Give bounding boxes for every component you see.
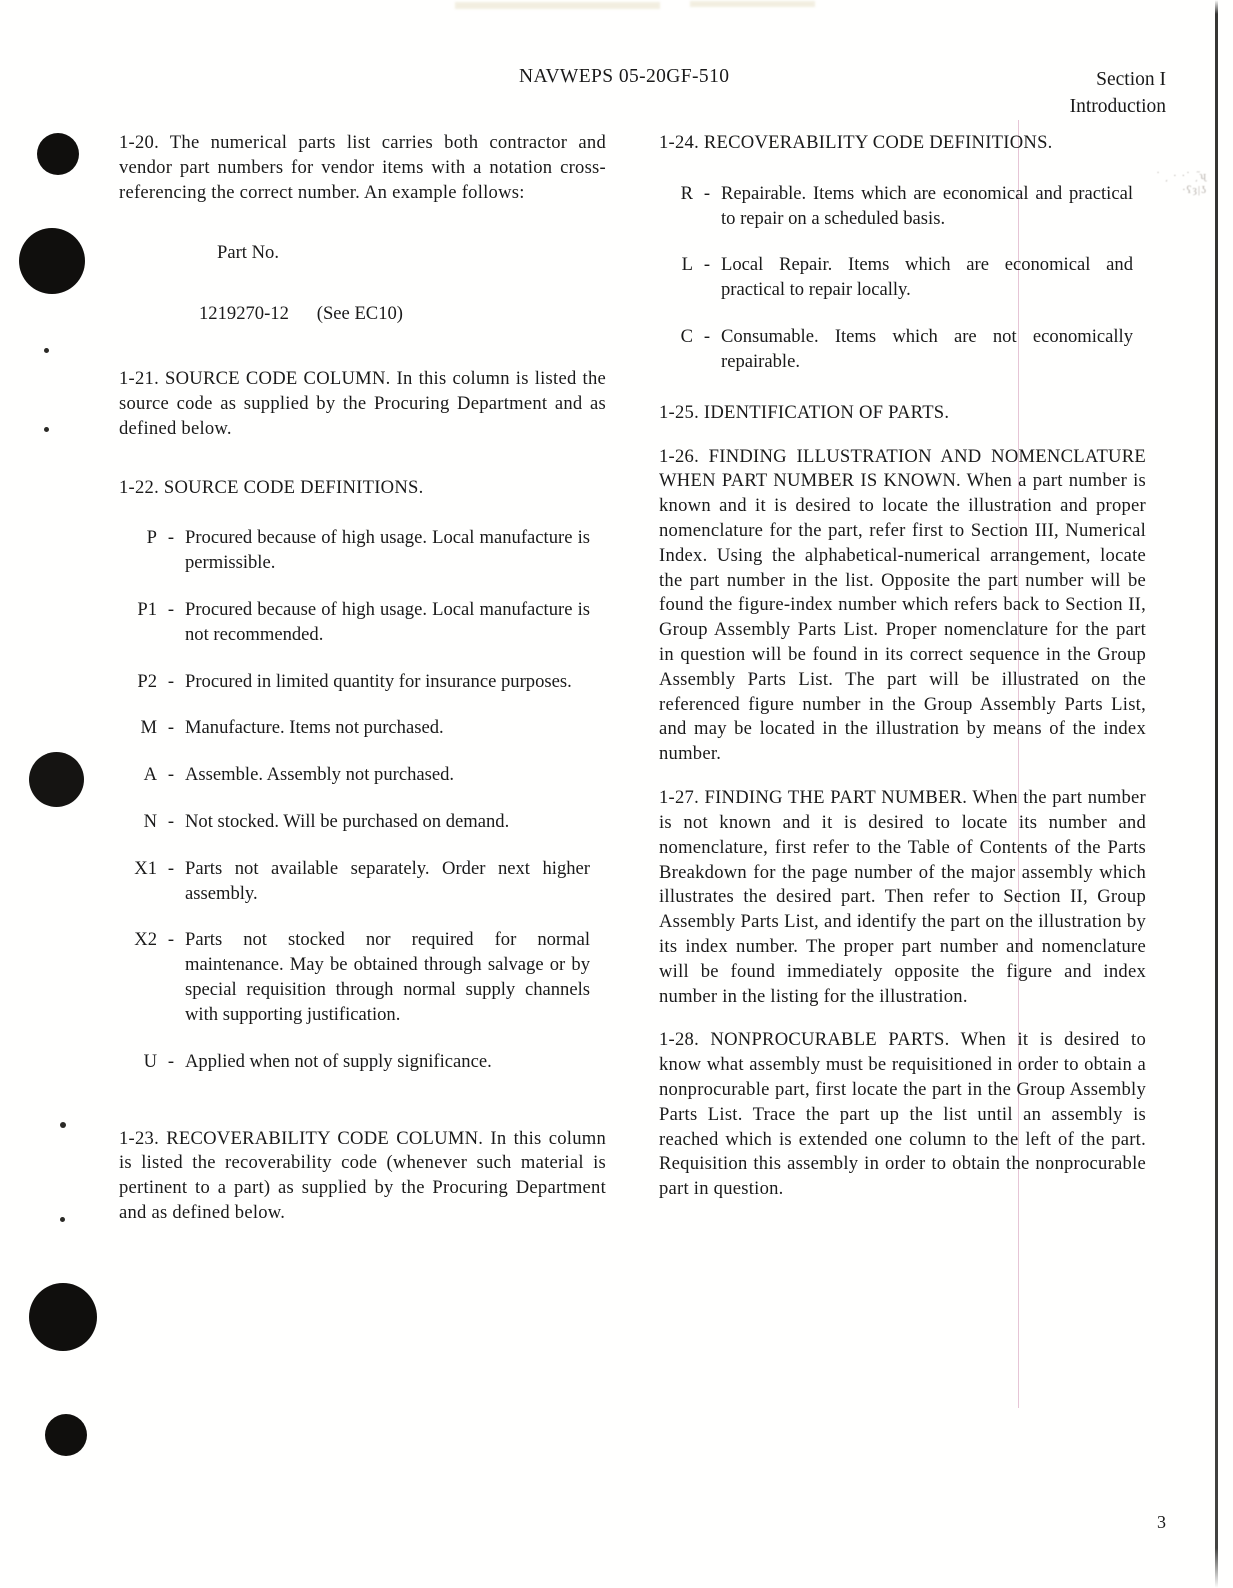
source-code-dash: - [167, 811, 175, 832]
section-subtitle: Introduction [1069, 96, 1166, 118]
left-text-column [119, 131, 606, 1245]
source-code-letter: M [140, 717, 157, 739]
source-code-letter: P [146, 527, 157, 549]
source-code-letter: A [143, 764, 157, 786]
margin-smudge-artifact [1137, 170, 1207, 198]
source-code-row [119, 763, 606, 788]
source-code-definition-list [119, 526, 606, 1074]
source-code-row [119, 1050, 606, 1075]
recoverability-code-row [659, 325, 1146, 375]
recoverability-code-row [659, 253, 1146, 303]
margin-speck-3 [60, 1122, 66, 1128]
source-code-dash: - [167, 717, 175, 739]
recoverability-code-row [659, 182, 1146, 232]
recoverability-code-letter: L [681, 254, 693, 276]
source-code-definition: Parts not stocked nor required for normal maintenance. May be obtained through salvage or by special requisition through normal supply channels with supporting justification. [185, 929, 590, 1025]
source-code-definition: Procured because of high usage. Local manufacture is not recommended. [185, 598, 590, 645]
paragraph-1-20: 1-20. The numerical parts list carries both contractor and vendor part numbers for vendor items with a notation cross-referencing the correct number. An example follows: [119, 132, 606, 203]
paragraph-1-26: 1-26. FINDING ILLUSTRATION AND NOMENCLATURE WHEN PART NUMBER IS KNOWN. When a part number is known and it is desired to locate the illustration and proper nomenclature for the part, refer first to Section III, Numerical Index. Using the alphabetical-numerical arrangement, locate the part number in the list. Opposite the part number will be found the figure-index number which refers back to Section II, Group Assembly Parts List. Proper nomenclature for the part in question will be found in its correct sequence in the Group Assembly Parts List. The part will be illustrated on the referenced figure number in the Group Assembly Parts List, and may be located in the illustration by means of the index number. [659, 445, 1146, 765]
recoverability-code-definition: Repairable. Items which are economical and practical to repair on a scheduled basis. [721, 182, 1133, 229]
source-code-dash: - [167, 1050, 175, 1072]
spacer [659, 375, 1146, 401]
recoverability-code-definition: Consumable. Items which are not economically repairable. [721, 326, 1133, 372]
source-code-dash: - [167, 929, 175, 951]
source-code-dash: - [167, 598, 175, 620]
scan-streak-top-right [690, 1, 815, 7]
scan-streak-top-left [455, 2, 660, 9]
source-code-letter: X1 [134, 857, 157, 879]
recoverability-code-letter: C [680, 326, 693, 348]
section-title: Section I [1096, 69, 1166, 90]
source-code-definition: Procured because of high usage. Local manufacture is permissible. [185, 527, 590, 574]
source-code-definition: Parts not available separately. Order next higher assembly. [185, 857, 590, 904]
paragraph-1-22: 1-22. SOURCE CODE DEFINITIONS. [119, 476, 424, 498]
page-number: 3 [1157, 1512, 1166, 1532]
source-code-row [119, 526, 606, 576]
binding-hole-mark-2 [19, 228, 85, 294]
source-code-definition: Procured in limited quantity for insurance purposes. [185, 670, 572, 692]
binding-hole-mark-4 [29, 1283, 97, 1351]
recoverability-code-dash: - [703, 326, 711, 348]
margin-speck-2 [44, 427, 49, 432]
paragraph-1-25: 1-25. IDENTIFICATION OF PARTS. [659, 401, 950, 423]
margin-speck-4 [60, 1217, 65, 1222]
source-code-definition: Manufacture. Items not purchased. [185, 717, 444, 739]
recoverability-code-definition-list [659, 182, 1146, 375]
paragraph-1-23: 1-23. RECOVERABILITY CODE COLUMN. In this column is listed the recoverability code (whenever such material is pertinent to a part) as supplied by the Procuring Department and as defined below. [119, 1127, 606, 1223]
source-code-dash: - [167, 857, 175, 879]
source-code-row [119, 857, 606, 907]
recoverability-code-dash: - [703, 254, 711, 276]
source-code-dash: - [167, 670, 175, 692]
binding-hole-mark-3 [29, 752, 84, 807]
recoverability-code-dash: - [703, 182, 711, 204]
binding-hole-mark-1 [37, 133, 79, 175]
source-code-letter: P1 [137, 598, 157, 620]
source-code-letter: P2 [137, 670, 157, 692]
source-code-row [119, 928, 606, 1027]
page-edge-border [1215, 0, 1218, 1588]
source-code-row [119, 598, 606, 648]
recoverability-code-letter: R [680, 182, 693, 204]
source-code-definition: Not stocked. Will be purchased on demand. [185, 811, 510, 832]
margin-smudge-line-2: ·ʕȝ|ʖ [1182, 183, 1207, 196]
binding-hole-mark-5 [45, 1414, 87, 1456]
example-part-no-value: 1219270-12 (See EC10) [199, 303, 403, 325]
source-code-dash: - [167, 527, 175, 549]
spacer [119, 1075, 606, 1101]
margin-smudge-line-1: ˙ ͵ · ·˙ ͵᷉ʯ [1156, 170, 1207, 182]
margin-speck-1 [44, 348, 49, 353]
spacer [119, 1101, 606, 1127]
paragraph-1-21: 1-21. SOURCE CODE COLUMN. In this column is listed the source code as supplied by the Procuring Department and as defined below. [119, 368, 606, 439]
section-identifier [1070, 66, 1166, 121]
source-code-definition: Applied when not of supply significance. [185, 1050, 492, 1072]
source-code-dash: - [167, 764, 175, 786]
right-text-column [659, 131, 1146, 1221]
source-code-row [119, 810, 606, 835]
paragraph-1-27: 1-27. FINDING THE PART NUMBER. When the part number is not known and it is desired to locate its number and nomenclature, first refer to the Table of Contents of the Parts Breakdown for the page number of the major assembly which illustrates the desired part. Then refer to Section II, Group Assembly Parts List, and identify the part on the illustration by its index number. The proper part number and nomenclature will be found immediately opposite the figure and index number in the listing for the illustration. [659, 787, 1146, 1007]
recoverability-code-definition: Local Repair. Items which are economical and practical to repair locally. [721, 254, 1133, 301]
source-code-row [119, 716, 606, 741]
example-part-no-label: Part No. [217, 242, 279, 264]
source-code-letter: U [143, 1050, 157, 1072]
source-code-row [119, 670, 606, 695]
paragraph-1-24: 1-24. RECOVERABILITY CODE DEFINITIONS. [659, 132, 1053, 153]
document-number: NAVWEPS 05-20GF-510 [519, 66, 730, 87]
source-code-letter: N [143, 811, 157, 832]
source-code-definition: Assemble. Assembly not purchased. [185, 764, 455, 786]
running-head [0, 66, 1233, 126]
source-code-letter: X2 [134, 929, 157, 951]
paragraph-1-28: 1-28. NONPROCURABLE PARTS. When it is desired to know what assembly must be requisitioned in order to obtain a nonprocurable part, first locate the part in the Group Assembly Parts List. Trace the part up the list until an assembly is reached which is extended one column to the left of the part. Requisition this assembly in order to obtain the nonprocurable part in question. [659, 1029, 1146, 1200]
